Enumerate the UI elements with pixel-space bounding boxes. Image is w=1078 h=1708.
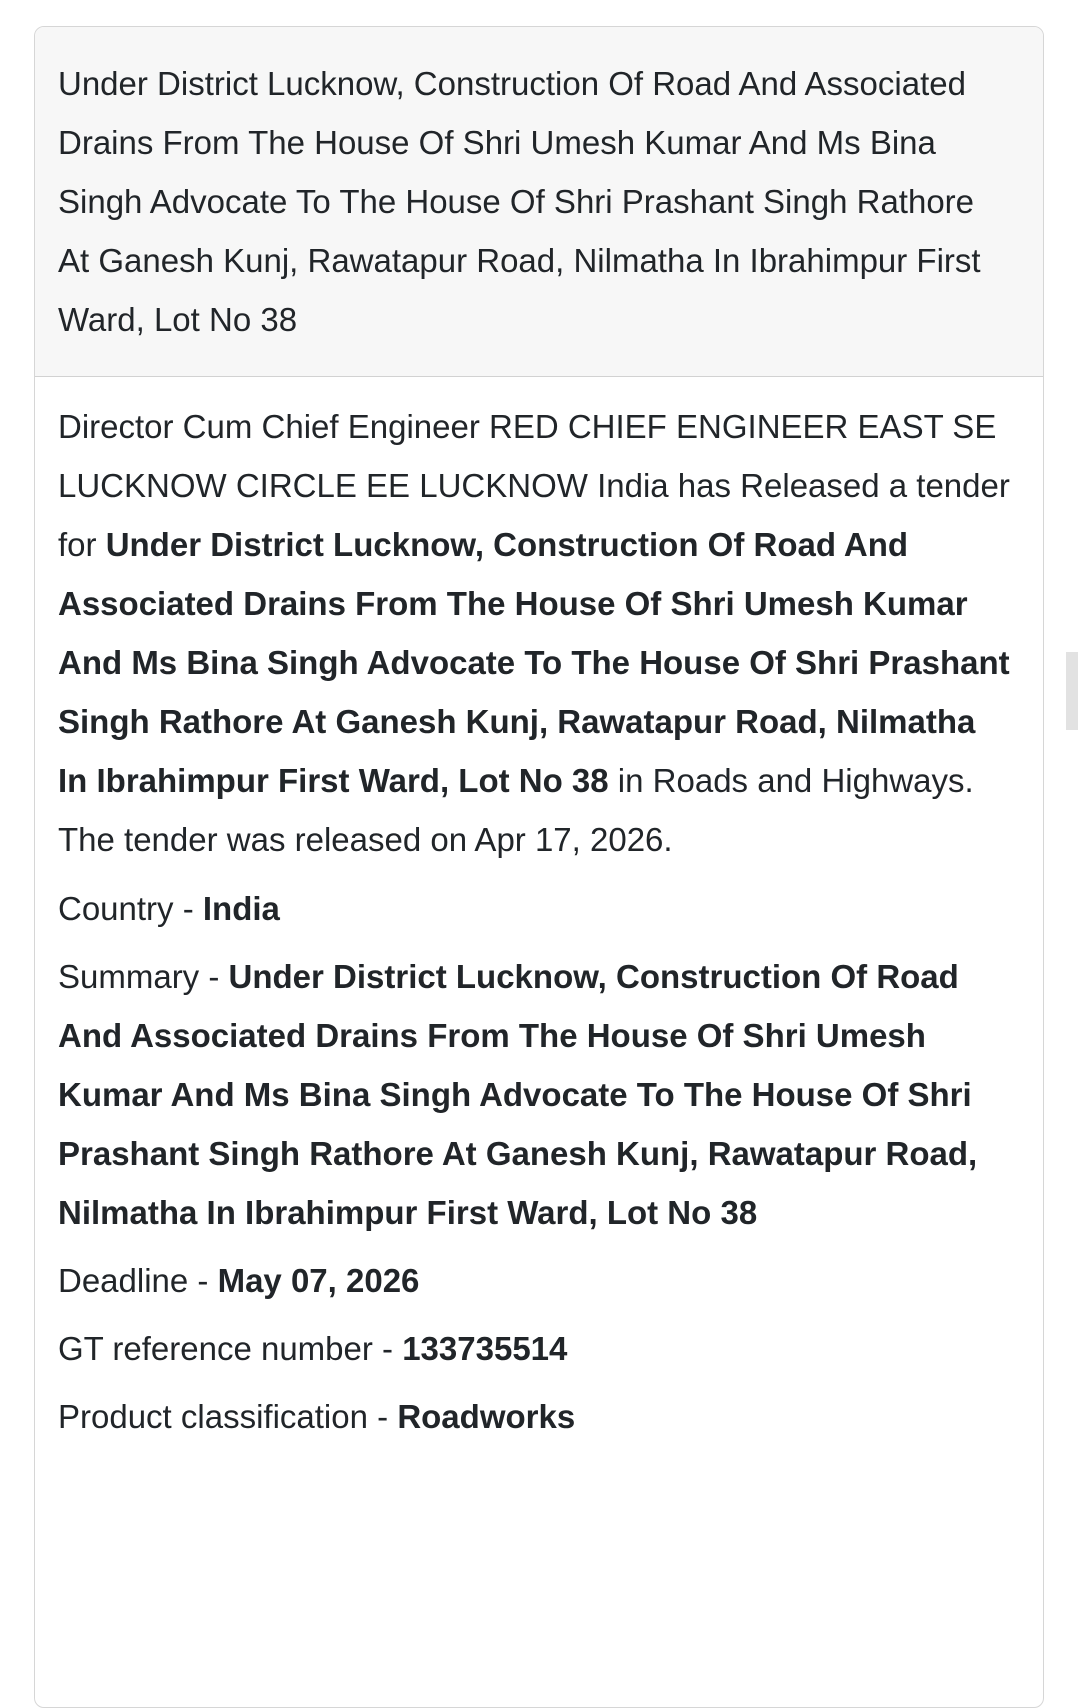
- field-value: India: [202, 890, 280, 927]
- tender-details: [35, 377, 1043, 1446]
- sector-text: in Roads and Highways. The tender was released on Apr 17, 2026.: [58, 762, 974, 858]
- field-label: GT reference number -: [58, 1330, 403, 1367]
- scrollbar-thumb[interactable]: [1066, 652, 1078, 730]
- tender-title: Under District Lucknow, Construction Of Road And Associated Drains From The House Of Shri Umesh Kumar And Ms Bina Singh Advocate To The House Of Shri Prashant Singh Rathore At Ganesh Kunj, Rawatapur Road, Nilmatha In Ibrahimpur First Ward, Lot No 38: [35, 27, 1043, 377]
- tender-title-bold: Under District Lucknow, Construction Of Road And Associated Drains From The House Of Shri Umesh Kumar And Ms Bina Singh Advocate To The House Of Shri Prashant Singh Rathore At Ganesh Kunj, Rawatapur Road, Nilmatha In Ibrahimpur First Ward, Lot No 38: [58, 526, 1010, 799]
- field-label: Summary -: [58, 958, 229, 995]
- field-deadline: [58, 1251, 1013, 1310]
- field-gt-reference: [58, 1319, 1013, 1378]
- issuer-text: Director Cum Chief Engineer RED CHIEF ENGINEER EAST SE LUCKNOW CIRCLE EE LUCKNOW India has Released a tender for: [58, 408, 1010, 563]
- field-value: May 07, 2026: [217, 1262, 420, 1299]
- field-label: Product classification -: [58, 1398, 398, 1435]
- field-label: Deadline -: [58, 1262, 218, 1299]
- field-label: Country -: [58, 890, 203, 927]
- field-summary: [58, 947, 1013, 1242]
- tender-card: [34, 26, 1044, 1708]
- field-product-classification: [58, 1387, 1013, 1446]
- field-country: [58, 879, 1013, 938]
- field-value: 133735514: [402, 1330, 568, 1367]
- field-value: Under District Lucknow, Construction Of Road And Associated Drains From The House Of Shri Umesh Kumar And Ms Bina Singh Advocate To The House Of Shri Prashant Singh Rathore At Ganesh Kunj, Rawatapur Road, Nilmatha In Ibrahimpur First Ward, Lot No 38: [58, 958, 978, 1231]
- field-value: Roadworks: [397, 1398, 576, 1435]
- tender-description: [58, 397, 1013, 869]
